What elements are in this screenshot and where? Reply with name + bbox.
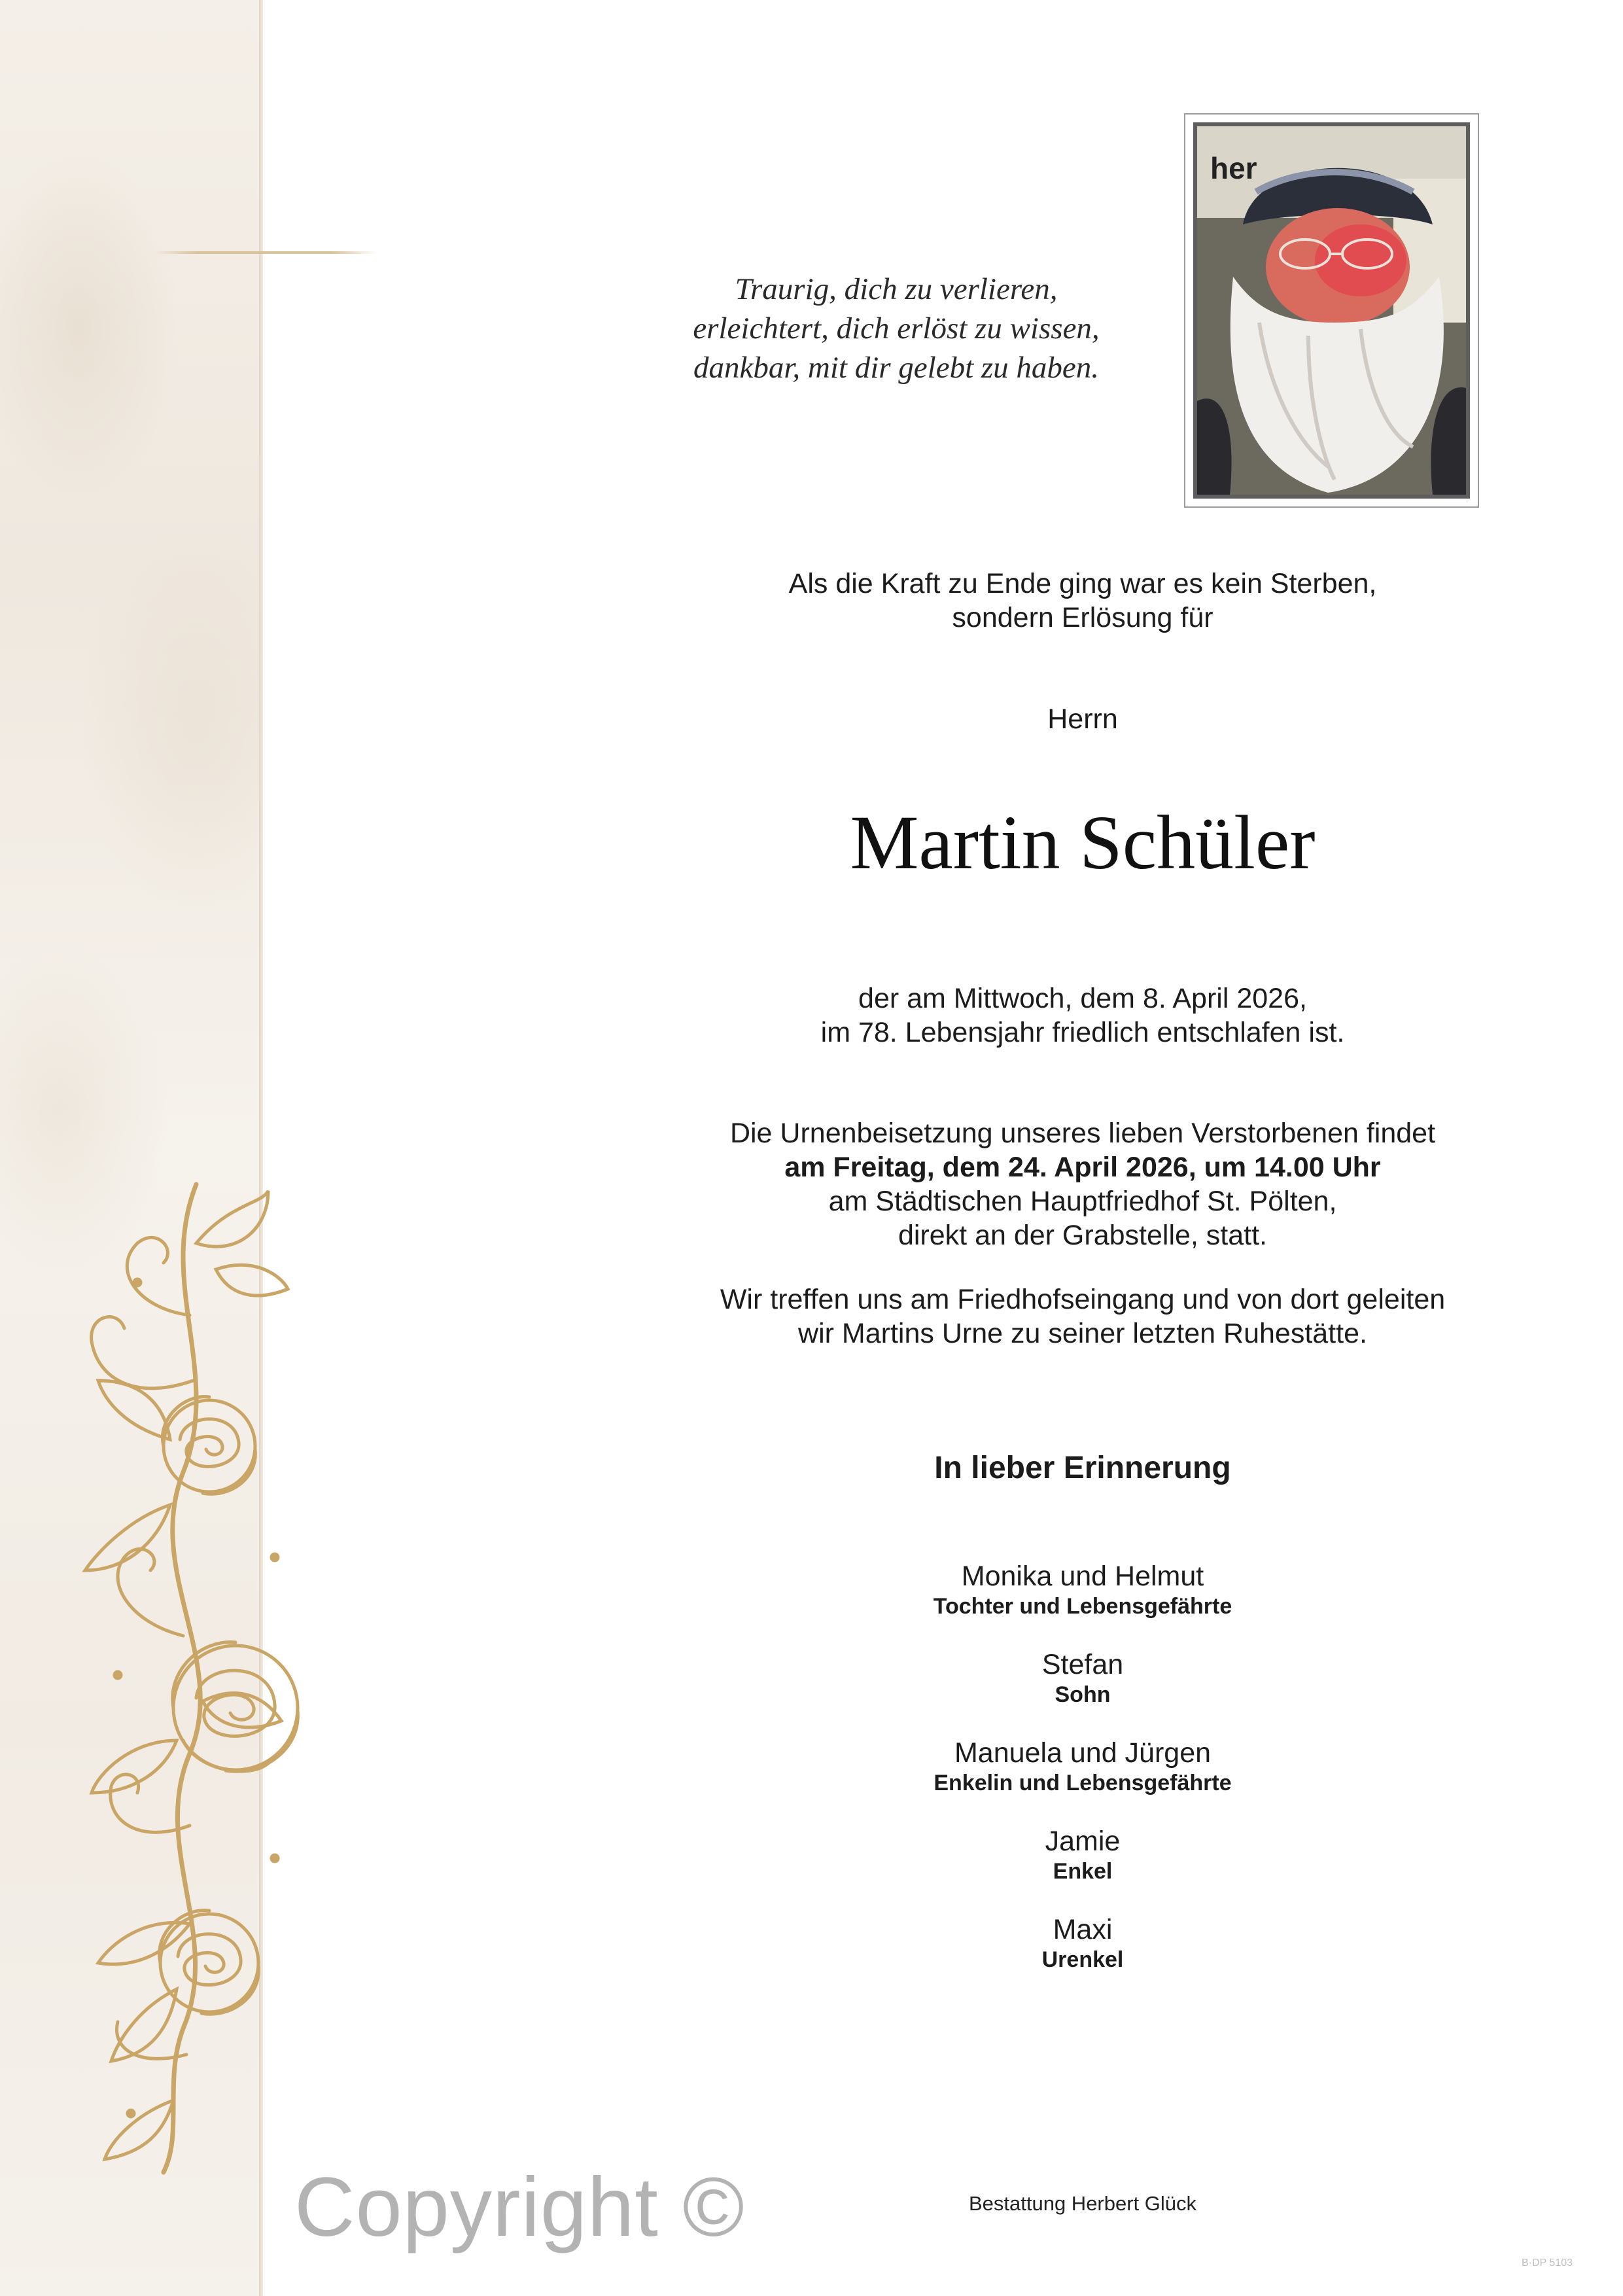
family-member-name: Stefan <box>1041 1649 1124 1680</box>
family-member <box>628 1648 1537 1708</box>
funeral-date: am Freitag, dem 24. April 2026, um 14.00 Uhr <box>784 1152 1381 1183</box>
funeral-line: am Städtischen Hauptfriedhof St. Pölten, <box>828 1186 1337 1217</box>
intro-text <box>628 567 1537 635</box>
portrait-photo <box>1193 122 1470 499</box>
family-member <box>628 1913 1537 1973</box>
salutation: Herrn <box>1047 703 1118 735</box>
print-code: B·DP 5103 <box>1522 2257 1573 2269</box>
memorial-quote <box>641 270 1151 387</box>
gold-divider-line <box>154 251 376 254</box>
quote-line: Traurig, dich zu verlieren, <box>735 272 1058 306</box>
portrait-photo-frame <box>1184 113 1479 508</box>
copyright-watermark: Copyright © <box>294 2161 745 2254</box>
quote-line: erleichtert, dich erlöst zu wissen, <box>693 311 1100 345</box>
family-member <box>628 1560 1537 1620</box>
family-member-name: Monika und Helmut <box>961 1561 1204 1592</box>
intro-line: sondern Erlösung für <box>952 602 1213 633</box>
family-member-relation: Enkel <box>1053 1859 1113 1884</box>
quote-line: dankbar, mit dir gelebt zu haben. <box>693 351 1100 385</box>
family-member <box>628 1737 1537 1797</box>
rose-ornament-icon <box>59 1165 347 2185</box>
family-member-name: Maxi <box>1053 1914 1113 1945</box>
meeting-line: Wir treffen uns am Friedhofseingang und von dort geleiten <box>720 1284 1446 1315</box>
intro-line: Als die Kraft zu Ende ging war es kein Sterben, <box>788 568 1377 599</box>
funeral-line: direkt an der Grabstelle, statt. <box>898 1220 1268 1251</box>
family-member-relation: Sohn <box>1055 1682 1111 1707</box>
funeral-line: Die Urnenbeisetzung unseres lieben Verstorbenen findet <box>729 1118 1436 1149</box>
family-member-name: Manuela und Jürgen <box>954 1737 1212 1769</box>
funeral-home-footer: Bestattung Herbert Glück <box>968 2192 1197 2215</box>
meeting-line: wir Martins Urne zu seiner letzten Ruhestätte. <box>798 1318 1367 1349</box>
family-member-name: Jamie <box>1045 1826 1121 1857</box>
death-line: im 78. Lebensjahr friedlich entschlafen ist. <box>820 1017 1345 1048</box>
death-notice <box>628 981 1537 1050</box>
family-member <box>628 1825 1537 1885</box>
family-member-relation: Enkelin und Lebensgefährte <box>934 1771 1232 1795</box>
photo-sign-text: her <box>1210 151 1257 185</box>
family-member-relation: Urenkel <box>1041 1947 1124 1972</box>
memory-heading: In lieber Erinnerung <box>934 1451 1231 1485</box>
deceased-name: Martin Schüler <box>850 800 1316 885</box>
family-member-relation: Tochter und Lebensgefährte <box>933 1594 1232 1619</box>
death-line: der am Mittwoch, dem 8. April 2026, <box>858 983 1307 1014</box>
meeting-notice <box>628 1282 1537 1351</box>
portrait-illustration <box>1197 126 1466 495</box>
funeral-notice <box>628 1116 1537 1252</box>
